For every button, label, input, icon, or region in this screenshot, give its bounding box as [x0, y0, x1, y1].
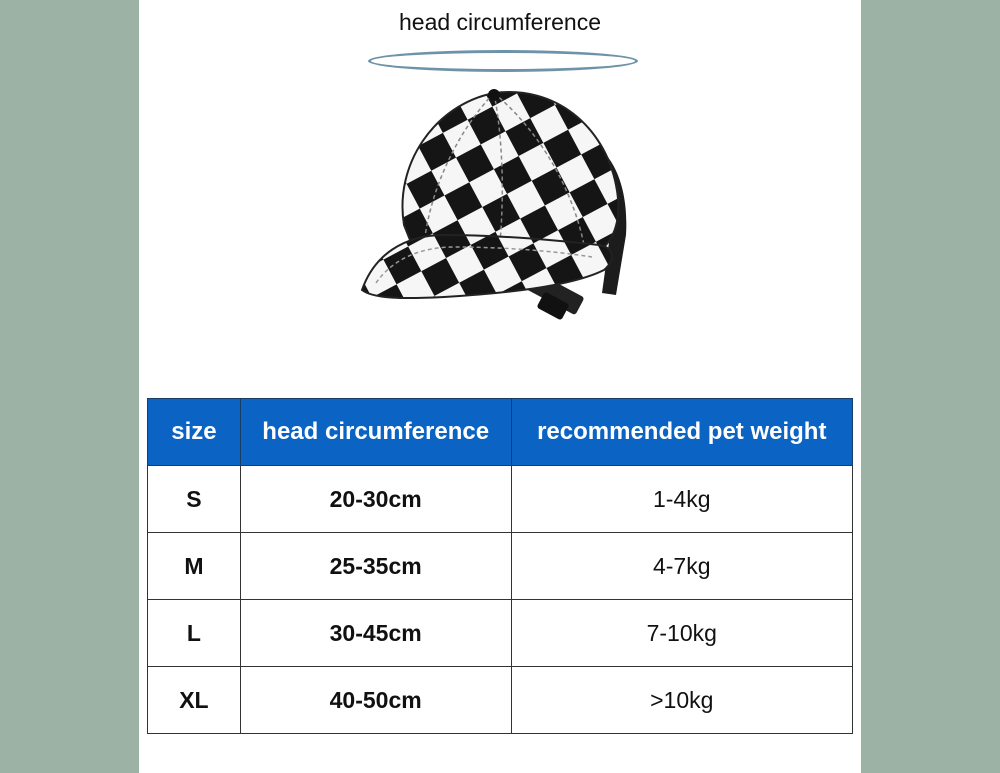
head-cell: 20-30cm: [240, 466, 511, 533]
size-cell: S: [148, 466, 241, 533]
checkered-cap-image: [354, 85, 654, 345]
head-cell: 40-50cm: [240, 667, 511, 734]
table-row: [148, 667, 853, 734]
table-header-row: [148, 399, 853, 466]
size-cell: L: [148, 600, 241, 667]
table-row: [148, 600, 853, 667]
head-circumference-ring-icon: [368, 50, 638, 72]
head-circumference-label: head circumference: [399, 9, 601, 35]
weight-cell: 1-4kg: [511, 466, 852, 533]
product-panel: [139, 0, 861, 773]
size-cell: XL: [148, 667, 241, 734]
table-row: [148, 533, 853, 600]
header-recommended-weight: recommended pet weight: [511, 399, 852, 466]
table-row: [148, 466, 853, 533]
weight-cell: >10kg: [511, 667, 852, 734]
weight-cell: 4-7kg: [511, 533, 852, 600]
size-cell: M: [148, 533, 241, 600]
size-table: [147, 398, 853, 734]
weight-cell: 7-10kg: [511, 600, 852, 667]
header-size: size: [148, 399, 241, 466]
header-head-circumference: head circumference: [240, 399, 511, 466]
head-cell: 30-45cm: [240, 600, 511, 667]
head-cell: 25-35cm: [240, 533, 511, 600]
